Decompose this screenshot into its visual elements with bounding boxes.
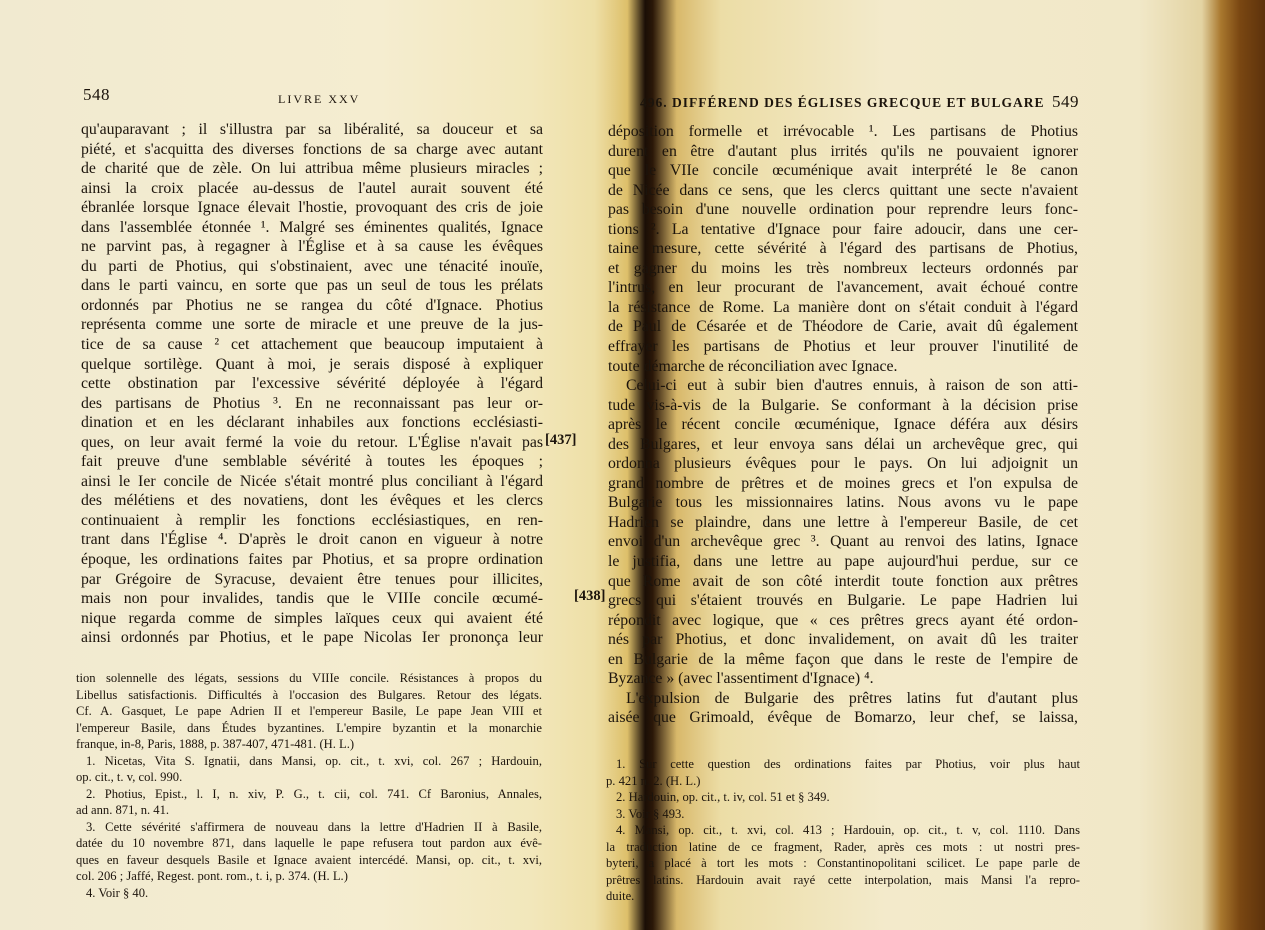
- text-line: L'expulsion de Bulgarie des prêtres latins fut d'autant plus: [626, 689, 1078, 707]
- footnote-line: l'empereur Basile, dans Études byzantines. L'empire byzantin et la monarchie: [76, 720, 542, 735]
- text-line: piété, et s'acquitta des diverses fonctions de sa charge avec autant: [81, 140, 543, 158]
- text-line: durent en être d'autant plus irrités qu'ils ne pouvaient ignorer: [608, 142, 1078, 160]
- text-line: et gagner du moins les très nombreux lecteurs ordonnés par: [608, 259, 1078, 277]
- text-line: le justifia, dans une lettre au pape aujourd'hui perdue, sur ce: [608, 553, 1078, 571]
- footnote-line: tion solennelle des légats, sessions du VIIIe concile. Résistances à propos du: [76, 671, 542, 685]
- text-line: taine mesure, cette sévérité à l'égard des partisans de Photius,: [608, 240, 1078, 258]
- footnote-line: byteri, a placé à tort les mots : Constantinopolitani scilicet. Le pape parle de: [606, 856, 1080, 870]
- footnote-line: 4. Voir § 40.: [86, 885, 149, 900]
- footnote-line: prêtres latins. Hardouin avait rayé cette interpolation, mais Mansi l'a repro-: [606, 872, 1080, 887]
- page-number-right: 549: [1052, 92, 1079, 111]
- footnote-line: 2. Photius, Epist., l. I, n. xiv, P. G., t. cii, col. 741. Cf Baronius, Annales,: [86, 786, 542, 801]
- margin-ref-438: [438]: [574, 588, 606, 604]
- running-head-right: 496. DIFFÉREND DES ÉGLISES GRECQUE ET BULGARE: [640, 95, 1045, 110]
- text-line: tions ². La tentative d'Ignace pour faire adoucir, dans une cer-: [608, 220, 1078, 238]
- text-line: dans l'assemblée étonnée ¹. Malgré ses éminentes qualités, Ignace: [81, 218, 543, 236]
- footnote-line: 1. Nicetas, Vita S. Ignatii, dans Mansi, op. cit., t. xvi, col. 267 ; Hardouin,: [86, 753, 542, 768]
- footnote-line: ques en faveur desquels Basile et Ignace avaient intercédé. Mansi, op. cit., t. xvi,: [76, 852, 542, 867]
- text-line: grand nombre de prêtres et de moines grecs et l'on expulsa de: [608, 474, 1078, 492]
- text-line: tice de sa cause ² cet attachement que beaucoup imputaient à: [81, 336, 543, 354]
- text-line: de charité que de zèle. On lui attribua même plusieurs miracles ;: [81, 160, 543, 178]
- footnote-line: 3. Voir § 493.: [616, 806, 685, 821]
- footnote-line: la traduction latine de ce fragment, Rader, après ces mots : ut nostri pres-: [606, 839, 1080, 854]
- text-line: dination et en les déclarant inhabiles aux fonctions ecclésiasti-: [81, 414, 543, 432]
- text-line: trant dans l'Église ⁴. D'après le droit canon en vigueur à notre: [81, 531, 543, 549]
- text-line: toute démarche de réconciliation avec Ignace.: [608, 357, 898, 375]
- footnote-line: ad ann. 871, n. 41.: [76, 803, 170, 817]
- footnote-line: 3. Cette sévérité s'affirmera de nouveau dans la lettre d'Hadrien II à Basile,: [86, 819, 542, 834]
- footnote-line: duite.: [606, 889, 635, 903]
- text-line: ordonna plusieurs évêques pour le pays. On lui adjoignit un: [608, 455, 1078, 473]
- text-line: cette obstination par l'excessive sévérité déployée à l'égard: [81, 375, 543, 393]
- footnote-line: p. 421 n. 2. (H. L.): [606, 773, 701, 788]
- text-line: nique regarda comme de simples laïques ceux qui avaient été: [81, 609, 543, 627]
- running-head-left: LIVRE XXV: [278, 92, 361, 106]
- right-page: [600, 0, 1200, 930]
- text-line: tude vis-à-vis de la Bulgarie. Se conformant à la décision prise: [608, 396, 1078, 414]
- text-line: quelque sortilège. Quant à moi, je serais disposé à expliquer: [81, 355, 543, 373]
- page-number-left: 548: [83, 85, 110, 104]
- left-footnotes: [76, 670, 542, 901]
- text-line: mais non pour invalides, tandis que le VIIIe concile œcumé-: [81, 590, 543, 608]
- text-line: nés par Photius, et donc invalidement, on avait dû les traiter: [608, 631, 1078, 649]
- left-page: [0, 0, 560, 930]
- text-line: de Paul de Césarée et de Théodore de Carie, avait dû également: [608, 318, 1078, 336]
- text-line: par Grégoire de Syracuse, devaient être tenues pour illicites,: [81, 570, 543, 588]
- footnote-line: 2. Hardouin, op. cit., t. iv, col. 51 et § 349.: [616, 790, 830, 804]
- footnote-line: Cf. A. Gasquet, Le pape Adrien II et l'empereur Basile, Le pape Jean VIII et: [76, 704, 542, 718]
- text-line: en Bulgarie de la même façon que dans le reste de l'empire de: [608, 650, 1078, 668]
- text-line: époque, les ordinations faites par Photius, et sa propre ordination: [81, 551, 543, 569]
- text-line: des Bulgares, et leur envoya sans délai un archevêque grec, qui: [608, 435, 1078, 453]
- text-line: Byzance » (avec l'assentiment d'Ignace) ⁴.: [608, 670, 874, 688]
- text-line: l'intrus, en leur procurant de l'avancement, avait échoué contre: [608, 279, 1078, 297]
- text-line: Bulgarie tous les missionnaires latins. Nous avons vu le pape: [608, 494, 1078, 512]
- text-line: répondit avec logique, que « ces prêtres grecs ayant été ordon-: [608, 611, 1078, 629]
- footnote-line: 4. Mansi, op. cit., t. xvi, col. 413 ; Hardouin, op. cit., t. v, col. 1110. Dans: [616, 823, 1080, 837]
- margin-ref-437: [437]: [545, 432, 577, 448]
- text-line: pas besoin d'une nouvelle ordination pour reprendre leurs fonc-: [608, 201, 1078, 219]
- text-line: de Nicée dans ce sens, que les clercs quittant une secte n'avaient: [608, 181, 1078, 199]
- text-line: grecs qui s'étaient trouvés en Bulgarie. Le pape Hadrien lui: [608, 592, 1078, 610]
- text-line: la résistance de Rome. La manière dont on s'était conduit à l'égard: [608, 298, 1078, 316]
- text-line: continuaient à remplir les fonctions ecclésiastiques, en ren-: [81, 511, 543, 529]
- footnote-line: col. 206 ; Jaffé, Regest. pont. rom., t. i, p. 374. (H. L.): [76, 869, 348, 883]
- text-line: ne parvint pas, à regagner à l'Église et à sa cause les évêques: [81, 238, 543, 256]
- text-line: représenta comme une sorte de miracle et une preuve de la jus-: [81, 316, 543, 334]
- right-footnotes: [606, 756, 1080, 905]
- footnote-line: datée du 10 novembre 871, dans laquelle le pape refusera tout pardon aux évê-: [76, 836, 542, 850]
- text-line: après le récent concile œcuménique, Ignace déféra aux désirs: [608, 416, 1078, 434]
- text-line: ordonnés par Photius ne se rangea du côté d'Ignace. Photius: [81, 296, 543, 314]
- text-line: que le VIIe concile œcuménique avait interprété le 8e canon: [608, 162, 1078, 180]
- text-line: ébranlée lorsque Ignace élevait l'hostie, provoquant des cris de joie: [81, 199, 543, 217]
- text-line: des partisans de Photius ³. En ne reconnaissant pas leur or-: [81, 394, 543, 412]
- text-line: dans le parti vaincu, en sorte que pas un seul de tous les prélats: [81, 277, 543, 295]
- text-line: Celui-ci eut à subir bien d'autres ennuis, à raison de son atti-: [626, 377, 1078, 395]
- footnote-line: 1. Sur cette question des ordinations faites par Photius, voir plus haut: [616, 757, 1080, 771]
- text-line: ainsi ordonnés par Photius, et le pape Nicolas Ier prononça leur: [81, 629, 543, 647]
- text-line: ainsi la croix placée au-dessus de l'autel aurait souvent été: [81, 179, 543, 197]
- left-body-text: [81, 120, 543, 648]
- text-line: qu'auparavant ; il s'illustra par sa libéralité, sa douceur et sa: [81, 121, 543, 138]
- text-line: Hadrien se plaindre, dans une lettre à l'empereur Basile, de cet: [608, 513, 1078, 531]
- text-line: effrayer les partisans de Photius et leur prouver l'inutilité de: [608, 338, 1078, 356]
- text-line: déposition formelle et irrévocable ¹. Les partisans de Photius: [608, 123, 1078, 140]
- text-line: fait preuve d'une semblable sévérité à toutes les époques ;: [81, 453, 543, 471]
- text-line: envoi d'un archevêque grec ³. Quant au renvoi des latins, Ignace: [608, 533, 1078, 551]
- text-line: que Rome avait de son côté interdit toute fonction aux prêtres: [608, 572, 1078, 590]
- footnote-line: franque, in-8, Paris, 1888, p. 387-407, 471-481. (H. L.): [76, 737, 355, 751]
- text-line: du parti de Photius, qui s'obstinaient, avec une ténacité inouïe,: [81, 257, 543, 275]
- text-line: aisée que Grimoald, évêque de Bomarzo, leur chef, se laissa,: [608, 709, 1078, 727]
- right-body-text: [608, 122, 1078, 728]
- text-line: ques, on leur avait fermé la voie du retour. L'Église n'avait pas: [81, 433, 543, 451]
- footnote-line: Libellus satisfactionis. Difficultés à l'occasion des Bulgares. Retour des légats.: [76, 687, 542, 702]
- text-line: ainsi le Ier concile de Nicée s'était montré plus conciliant à l'égard: [81, 472, 543, 490]
- footnote-line: op. cit., t. v, col. 990.: [76, 770, 183, 784]
- text-line: des mélétiens et des novatiens, dont les évêques et les clercs: [81, 492, 543, 510]
